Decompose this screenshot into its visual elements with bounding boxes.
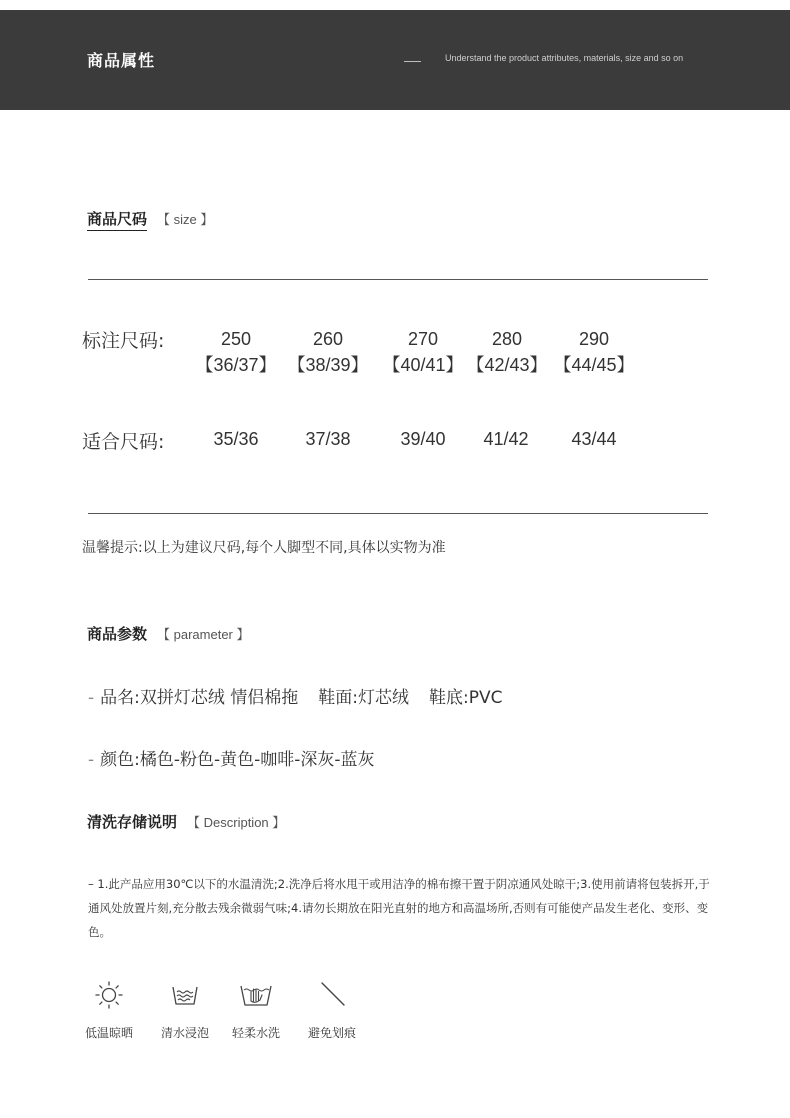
size-range: 【42/43】	[466, 355, 548, 375]
param-section-title	[87, 623, 250, 644]
care-item-handwash	[221, 980, 291, 1041]
size-title-zh: 商品尺码	[87, 210, 147, 231]
sole-material: 鞋底:PVC	[429, 688, 503, 708]
care-label: 避免划痕	[307, 1026, 356, 1040]
fit-size-cell: 41/42	[483, 429, 529, 449]
fit-size-cell: 43/44	[571, 429, 617, 449]
size-code: 270	[407, 329, 439, 349]
care-item-scratch	[297, 980, 367, 1041]
size-code: 250	[220, 329, 252, 349]
divider-bottom	[88, 513, 708, 514]
bullet: -	[88, 750, 95, 770]
labeled-size-cell	[278, 326, 378, 378]
bullet: -	[88, 688, 95, 708]
care-description: – 1.此产品应用30℃以下的水温清洗;2.洗净后将水甩干或用洁净的棉布擦干置于阴凉通风处晾干;3.使用前请将包装拆开,于通风处放置片刻,充分散去残余微弱气味;4.请勿长期放在阳光直射的地方和高温场所,否则有可能使产品发生老化、变形、变色。	[88, 877, 710, 939]
size-code: 280	[491, 329, 523, 349]
hand-wash-icon	[239, 980, 273, 1010]
fit-size-cell: 39/40	[400, 429, 446, 449]
size-code: 290	[578, 329, 610, 349]
size-tip: 温馨提示:以上为建议尺码,每个人脚型不同,具体以实物为准	[82, 540, 446, 556]
desc-title-en: 【 Description 】	[187, 815, 286, 830]
size-range: 【44/45】	[553, 355, 635, 375]
header-subtitle: Understand the product attributes, materials, size and so on	[445, 53, 684, 63]
fit-size-cell: 35/36	[213, 429, 259, 449]
desc-title-zh: 清洗存储说明	[87, 813, 178, 831]
desc-section-title	[87, 811, 285, 832]
param-title-zh: 商品参数	[87, 625, 148, 643]
size-range: 【38/39】	[287, 355, 369, 375]
size-code: 260	[312, 329, 344, 349]
upper-material: 鞋面:灯芯绒	[318, 688, 410, 708]
size-range: 【40/41】	[382, 355, 464, 375]
care-item-soak	[150, 980, 220, 1041]
labeled-size-cell	[457, 326, 557, 378]
care-label: 低温晾晒	[84, 1026, 133, 1040]
divider-top	[88, 279, 708, 280]
sun-icon	[94, 980, 124, 1010]
size-range: 【36/37】	[195, 355, 277, 375]
product-name: 品名:双拼灯芯绒 情侣棉拖	[100, 688, 299, 708]
size-title-en: 【 size 】	[157, 212, 214, 227]
care-label: 轻柔水洗	[231, 1026, 280, 1040]
param-color-line	[88, 745, 375, 770]
labeled-size-label: 标注尺码:	[82, 330, 165, 352]
header-title: 商品属性	[87, 51, 156, 70]
param-title-en: 【 parameter 】	[157, 627, 250, 642]
care-item-sun	[74, 980, 144, 1041]
labeled-size-cell	[544, 326, 644, 378]
header-dash	[404, 61, 421, 62]
size-section-title	[87, 208, 213, 229]
header-bar	[0, 10, 790, 110]
care-label: 清水浸泡	[160, 1026, 209, 1040]
labeled-size-cell	[186, 326, 286, 378]
fit-size-label: 适合尺码:	[82, 431, 165, 453]
product-colors: 颜色:橘色-粉色-黄色-咖啡-深灰-蓝灰	[100, 750, 375, 770]
water-basin-icon	[170, 980, 200, 1010]
scratch-line-icon	[317, 980, 347, 1010]
fit-size-cell: 37/38	[305, 429, 351, 449]
param-name-line	[88, 683, 503, 708]
